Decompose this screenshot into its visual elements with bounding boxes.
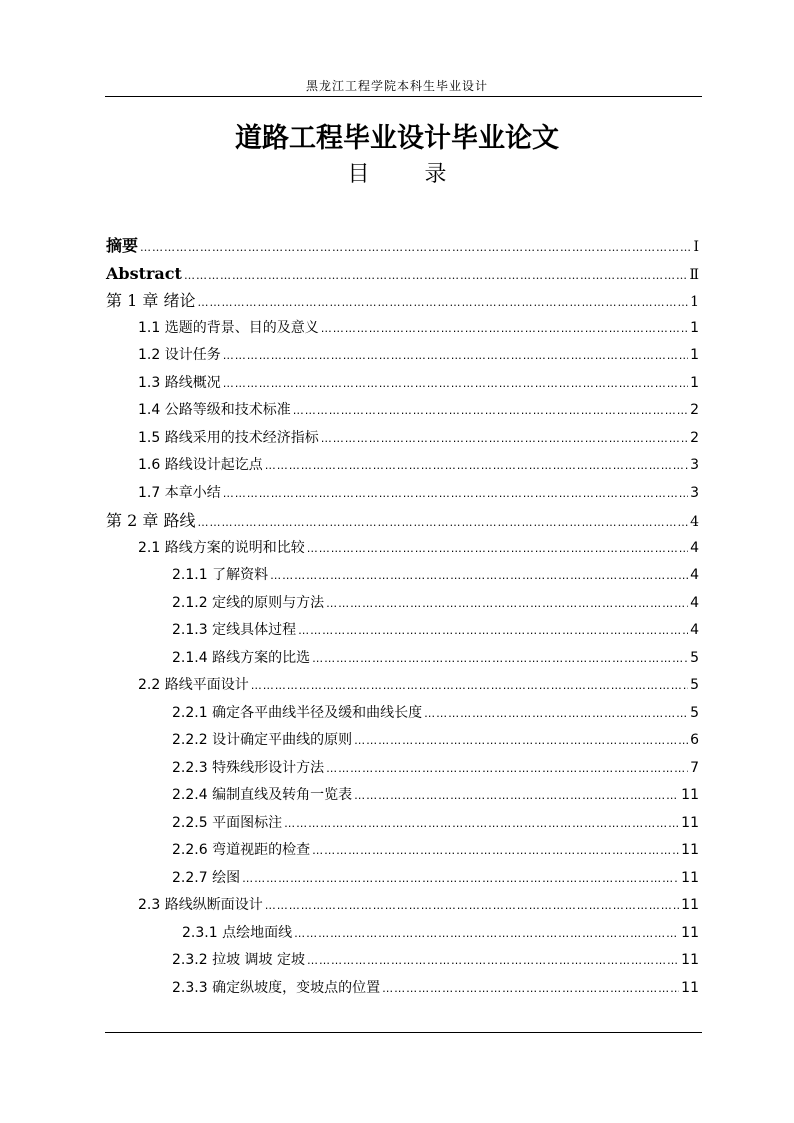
toc-entry-page: 4 xyxy=(690,622,699,638)
toc-entry-page: Ⅱ xyxy=(689,266,699,283)
toc-entry[interactable] xyxy=(106,645,699,673)
toc-dot-leader xyxy=(293,397,688,425)
toc-entry[interactable] xyxy=(106,672,699,700)
header-divider xyxy=(105,96,702,97)
toc-entry-label: 第 1 章 绪论 xyxy=(106,291,196,310)
toc-entry-label: 1.4 公路等级和技术标准 xyxy=(138,402,291,418)
toc-entry-page: 4 xyxy=(690,539,699,556)
toc-dot-leader xyxy=(223,342,688,370)
toc-heading: 目 录 xyxy=(347,162,471,187)
toc-entry-label: 2.1.3 定线具体过程 xyxy=(172,622,297,638)
toc-entry[interactable] xyxy=(106,315,699,343)
toc-entry-label: 2.3.1 点绘地面线 xyxy=(182,924,293,941)
toc-entry-page: 11 xyxy=(681,787,699,803)
toc-entry[interactable] xyxy=(106,535,699,563)
toc-entry-label: 2.2.4 编制直线及转角一览表 xyxy=(172,787,353,803)
table-of-contents xyxy=(106,232,699,1002)
footer-divider xyxy=(105,1032,702,1033)
toc-entry-label: 1.2 设计任务 xyxy=(138,347,221,363)
toc-dot-leader xyxy=(223,370,688,398)
toc-entry[interactable] xyxy=(106,425,699,453)
toc-entry-label: 2.1.1 了解资料 xyxy=(172,567,269,583)
toc-entry-page: 2 xyxy=(690,402,699,418)
toc-dot-leader xyxy=(140,234,691,262)
toc-dot-leader xyxy=(251,672,688,700)
toc-entry[interactable] xyxy=(106,507,699,535)
toc-entry-page: 7 xyxy=(690,759,699,776)
toc-entry-label: 2.2.2 设计确定平曲线的原则 xyxy=(172,732,353,748)
toc-entry-page: 4 xyxy=(690,594,699,611)
toc-entry[interactable] xyxy=(106,480,699,508)
toc-entry-page: 11 xyxy=(681,814,699,831)
toc-entry-label: 2.2.1 确定各平曲线半径及缓和曲线长度 xyxy=(172,704,423,721)
toc-entry-page: 1 xyxy=(690,347,699,363)
toc-dot-leader xyxy=(424,700,688,728)
toc-entry[interactable] xyxy=(106,700,699,728)
toc-entry[interactable] xyxy=(106,975,699,1003)
toc-entry-page: 11 xyxy=(681,979,699,996)
toc-entry-page: 6 xyxy=(690,732,699,748)
toc-dot-leader xyxy=(312,645,688,673)
running-header: 黑龙江工程学院本科生毕业设计 xyxy=(305,79,488,93)
toc-dot-leader xyxy=(197,289,688,317)
toc-entry-label: 2.2.5 平面图标注 xyxy=(172,814,283,831)
toc-entry-label: 2.3 路线纵断面设计 xyxy=(138,897,263,913)
toc-entry-page: 11 xyxy=(681,952,699,968)
toc-entry-page: 11 xyxy=(681,869,699,886)
toc-entry-label: 2.1.4 路线方案的比选 xyxy=(172,649,311,666)
toc-entry[interactable] xyxy=(106,947,699,975)
toc-entry-label: 2.2.7 绘图 xyxy=(172,869,241,886)
toc-dot-leader xyxy=(307,535,688,563)
toc-entry[interactable] xyxy=(106,920,699,948)
toc-dot-leader xyxy=(382,975,679,1003)
toc-entry-label: 1.6 路线设计起讫点 xyxy=(138,457,263,473)
toc-entry-label: Abstract xyxy=(106,263,182,283)
toc-entry[interactable] xyxy=(106,562,699,590)
toc-entry-label: 第 2 章 路线 xyxy=(106,511,196,530)
toc-dot-leader xyxy=(242,865,679,893)
toc-entry-page: 4 xyxy=(690,514,699,530)
toc-entry[interactable] xyxy=(106,755,699,783)
toc-entry[interactable] xyxy=(106,370,699,398)
toc-entry-label: 1.3 路线概况 xyxy=(138,374,221,391)
toc-dot-leader xyxy=(284,810,679,838)
toc-entry[interactable] xyxy=(106,287,699,315)
toc-entry-page: 4 xyxy=(690,567,699,583)
toc-dot-leader xyxy=(321,425,688,453)
toc-dot-leader xyxy=(270,562,688,590)
document-title: 道路工程毕业设计毕业论文 xyxy=(235,123,559,154)
toc-entry-page: 5 xyxy=(690,649,699,666)
toc-dot-leader xyxy=(312,837,679,865)
toc-entry[interactable] xyxy=(106,342,699,370)
toc-entry[interactable] xyxy=(106,837,699,865)
toc-entry[interactable] xyxy=(106,260,699,288)
toc-dot-leader xyxy=(326,755,688,783)
toc-entry-page: 11 xyxy=(681,897,699,913)
toc-entry-label: 2.1 路线方案的说明和比较 xyxy=(138,539,305,556)
toc-dot-leader xyxy=(223,480,688,508)
toc-entry-page: 2 xyxy=(690,429,699,446)
toc-entry-label: 1.5 路线采用的技术经济指标 xyxy=(138,429,319,446)
toc-entry[interactable] xyxy=(106,452,699,480)
toc-entry-page: 11 xyxy=(681,924,699,941)
toc-entry-page: 1 xyxy=(690,294,699,310)
toc-entry-page: 1 xyxy=(690,374,699,391)
toc-dot-leader xyxy=(265,892,679,920)
toc-entry-label: 2.2.3 特殊线形设计方法 xyxy=(172,759,325,776)
toc-dot-leader xyxy=(326,590,688,618)
toc-entry-label: 2.2 路线平面设计 xyxy=(138,677,249,693)
toc-entry[interactable] xyxy=(106,397,699,425)
toc-entry[interactable] xyxy=(106,727,699,755)
toc-entry[interactable] xyxy=(106,810,699,838)
toc-dot-leader xyxy=(294,920,679,948)
toc-entry-page: 5 xyxy=(690,677,699,693)
toc-entry-label: 2.3.2 拉坡 调坡 定坡 xyxy=(172,952,305,968)
toc-dot-leader xyxy=(184,262,688,290)
toc-entry[interactable] xyxy=(106,590,699,618)
toc-dot-leader xyxy=(298,617,688,645)
toc-entry[interactable] xyxy=(106,617,699,645)
toc-dot-leader xyxy=(321,315,688,343)
toc-entry[interactable] xyxy=(106,865,699,893)
toc-entry[interactable] xyxy=(106,232,699,260)
toc-dot-leader xyxy=(354,782,679,810)
toc-entry-page: 3 xyxy=(690,484,699,501)
toc-dot-leader xyxy=(354,727,688,755)
toc-entry-label: 2.3.3 确定纵坡度，变坡点的位置 xyxy=(172,979,381,996)
toc-entry-page: 5 xyxy=(690,704,699,721)
toc-entry-label: 1.7 本章小结 xyxy=(138,484,221,501)
toc-entry-page: 11 xyxy=(681,842,699,858)
toc-dot-leader xyxy=(197,509,688,537)
toc-entry-label: 2.2.6 弯道视距的检查 xyxy=(172,842,311,858)
toc-entry[interactable] xyxy=(106,782,699,810)
toc-dot-leader xyxy=(307,947,679,975)
toc-entry-label: 摘要 xyxy=(106,236,139,255)
toc-entry-page: 1 xyxy=(690,319,699,336)
toc-entry-label: 2.1.2 定线的原则与方法 xyxy=(172,594,325,611)
toc-entry-page: Ⅰ xyxy=(693,239,699,255)
toc-entry[interactable] xyxy=(106,892,699,920)
toc-entry-label: 1.1 选题的背景、目的及意义 xyxy=(138,319,319,336)
toc-dot-leader xyxy=(265,452,688,480)
toc-entry-page: 3 xyxy=(690,457,699,473)
